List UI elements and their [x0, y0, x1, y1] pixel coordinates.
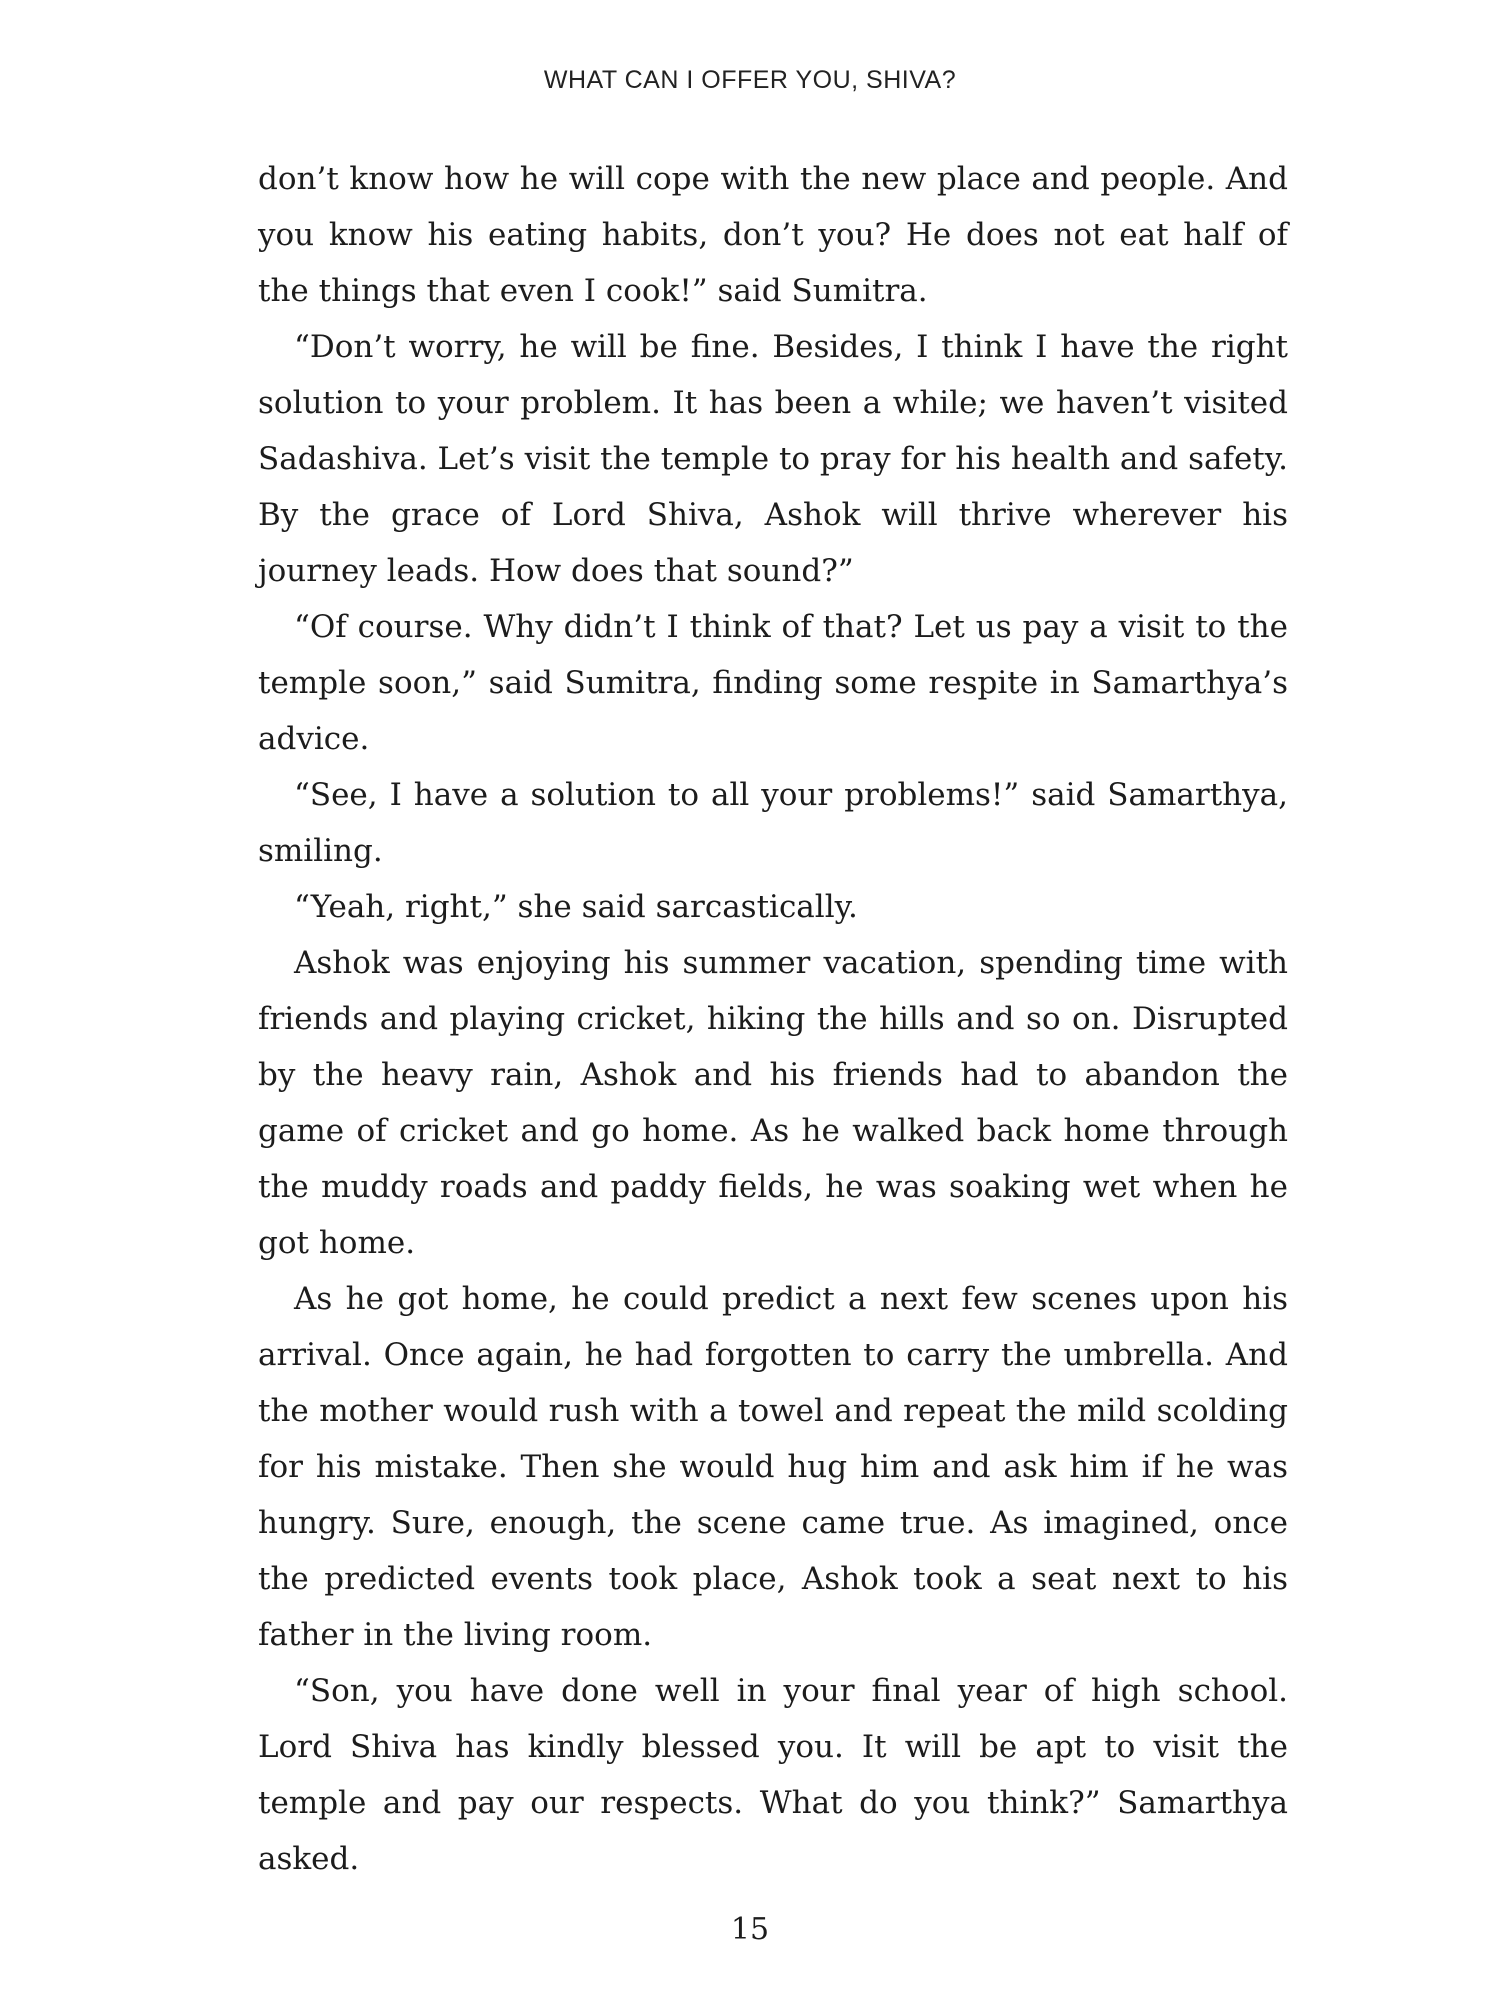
- paragraph: “See, I have a solution to all your problems!” said Samarthya, smiling.: [258, 777, 1288, 869]
- paragraph: “Yeah, right,” she said sarcastically.: [294, 889, 858, 925]
- paragraph: “Son, you have done well in your final year of high school. Lord Shiva has kindly blessed you. It will be apt to visit the temple and pay our respects. What do you think?” Samarthya asked.: [258, 1673, 1288, 1877]
- paragraph: don’t know how he will cope with the new place and people. And you know his eating habits, don’t you? He does not eat half of the things that even I cook!” said Sumitra.: [258, 161, 1288, 309]
- paragraph: Ashok was enjoying his summer vacation, spending time with friends and playing cricket, hiking the hills and so on. Disrupted by the heavy rain, Ashok and his friends had to abandon the game of cricket and go home. As he walked back home through the muddy roads and paddy fields, he was soaking wet when he got home.: [258, 945, 1288, 1261]
- page-number: 15: [730, 1912, 770, 1947]
- paragraph: “Don’t worry, he will be fine. Besides, I think I have the right solution to your problem. It has been a while; we haven’t visited Sadashiva. Let’s visit the temple to pray for his health and safety. By the grace of Lord Shiva, Ashok will thrive wherever his journey leads. How does that sound?”: [258, 329, 1288, 589]
- paragraph: “Of course. Why didn’t I think of that? Let us pay a visit to the temple soon,” said Sumitra, finding some respite in Samarthya’s advice.: [258, 609, 1288, 757]
- running-header: WHAT CAN I OFFER YOU, SHIVA?: [543, 66, 957, 94]
- body-text: [258, 151, 1288, 1887]
- paragraph: As he got home, he could predict a next few scenes upon his arrival. Once again, he had forgotten to carry the umbrella. And the mother would rush with a towel and repeat the mild scolding for his mistake. Then she would hug him and ask him if he was hungry. Sure, enough, the scene came true. As imagined, once the predicted events took place, Ashok took a seat next to his father in the living room.: [258, 1281, 1288, 1653]
